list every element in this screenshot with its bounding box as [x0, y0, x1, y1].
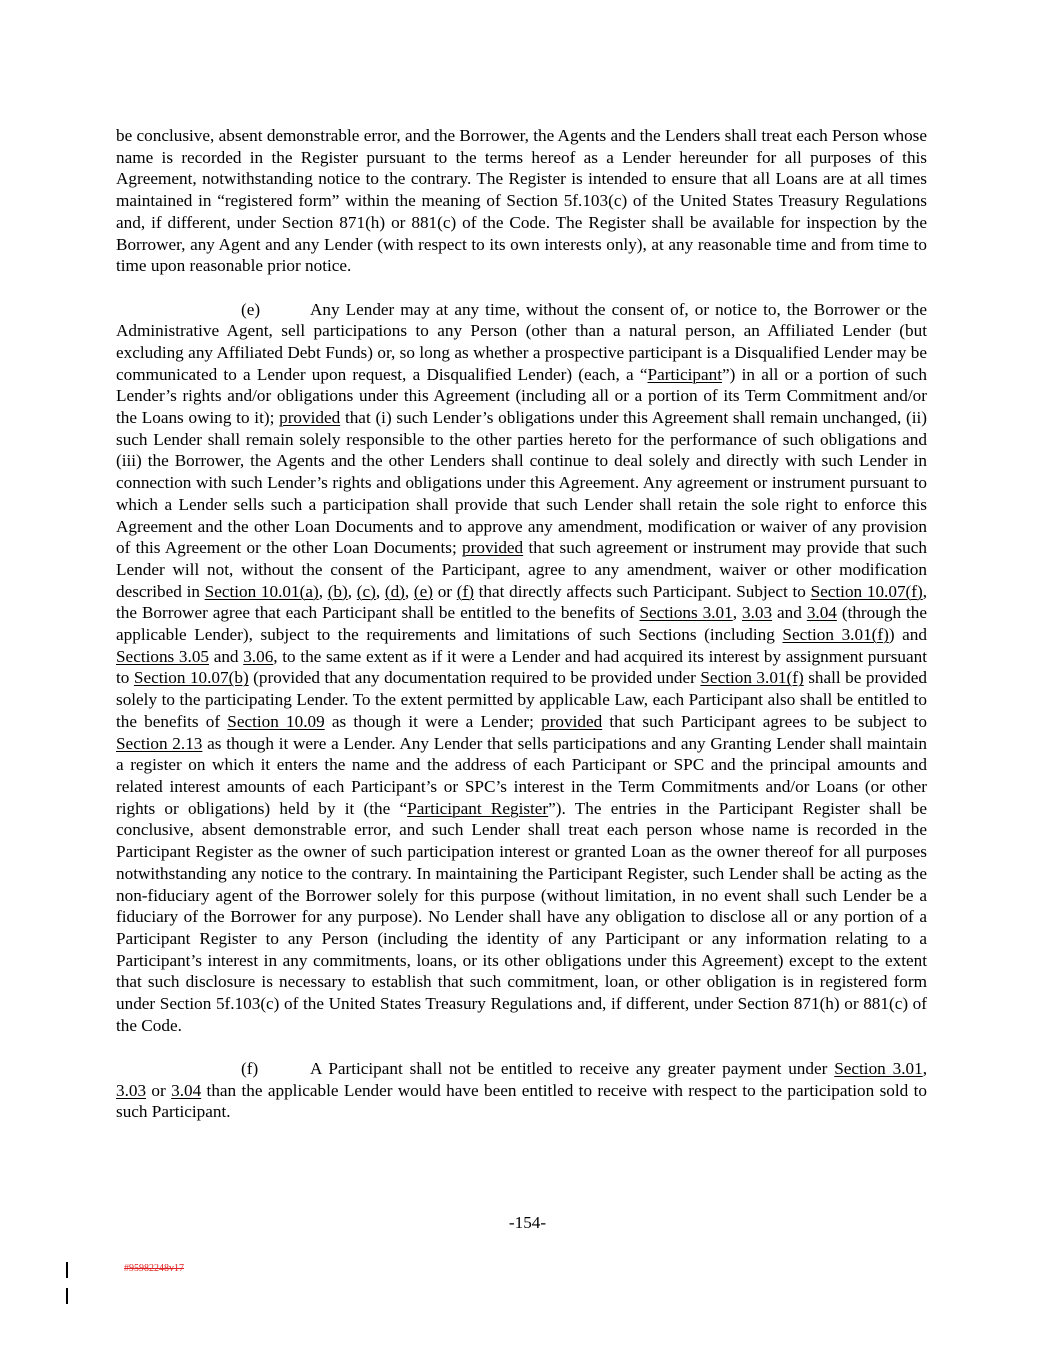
text-run: ,: [922, 1059, 927, 1079]
paragraph-label-f: (f): [241, 1059, 259, 1079]
text-run: and: [772, 603, 807, 623]
paragraph-register-continued: [116, 125, 927, 277]
section-reference: 3.04: [806, 603, 837, 623]
section-reference: Section 3.01: [834, 1059, 923, 1079]
text-run: as though it were a Lender;: [324, 711, 542, 731]
text-run: ,: [375, 581, 385, 601]
provided-emphasis: provided: [279, 408, 341, 428]
text-run: or: [433, 581, 457, 601]
text-run: that such agreement or instrument may provide that such Lender will not, without the consent of the Participant, agree to any amendment, waiver or other modification described in: [116, 538, 927, 601]
section-reference: 3.06: [243, 646, 274, 666]
paragraph-text: be conclusive, absent demonstrable error, and the Borrower, the Agents and the Lenders shall treat each Person whose name is recorded in the Register pursuant to the terms hereof as a Lender hereunder for all purposes of this Agreement, notwithstanding notice to the contrary. The Register is intended to ensure that all Loans are at all times maintained in “registered form” within the meaning of Section 5f.103(c) of the United States Treasury Regulations and, if different, under Section 871(h) or 881(c) of the Code. The Register shall be available for inspection by the Borrower, any Agent and any Lender (with respect to its own interests only), at any reasonable time and from time to time upon reasonable prior notice.: [116, 126, 927, 276]
section-reference: Section 10.09: [227, 711, 325, 731]
text-run: as though it were a Lender. Any Lender that sells participations and any Granting Lender shall maintain a register on which it enters the name and the address of each Participant or SPC and the principal amounts and related interest amounts of each Participant’s or SPC’s interest in the Term Commitments and/or Loans (or other rights or obligations) held by it (the “: [116, 733, 927, 818]
document-id: #95982248v17: [124, 1263, 184, 1274]
text-run: ,: [732, 603, 742, 623]
document-body: [116, 125, 927, 1123]
text-run: ) and: [888, 625, 927, 645]
section-reference: Section 2.13: [116, 733, 203, 753]
text-run: ”) in all or a portion of such Lender’s rights and/or obligations under this Agreement (including all or a portion of its Term Commitment and/or the Loans owing to it);: [116, 364, 927, 428]
text-run: ,: [347, 581, 357, 601]
text-run: that directly affects such Participant. Subject to: [473, 581, 811, 601]
provided-emphasis: provided: [462, 538, 524, 558]
defined-term-participant: Participant: [647, 364, 722, 384]
section-reference: (d): [384, 581, 405, 601]
text-run: than the applicable Lender would have been entitled to receive with respect to the participation sold to such Participant.: [116, 1080, 927, 1122]
text-run: (through the applicable Lender), subject to the requirements and limitations of such Sections (including: [116, 603, 927, 645]
text-run: A Participant shall not be entitled to receive any greater payment under: [310, 1059, 835, 1079]
section-reference: 3.03: [116, 1080, 147, 1100]
section-reference: 3.04: [171, 1080, 202, 1100]
section-reference: (e): [413, 581, 433, 601]
section-reference: Section 3.01(f): [782, 625, 889, 645]
text-run: , the Borrower agree that each Participant shall be entitled to the benefits of: [116, 581, 928, 623]
section-reference: Sections 3.05: [116, 646, 210, 666]
provided-emphasis: provided: [541, 711, 603, 731]
text-run: ”). The entries in the Participant Register shall be conclusive, absent demonstrable error, and such Lender shall treat each person whose name is recorded in the Participant Register as the owner of such participation interest or granted Loan as the owner thereof for all purposes notwithstanding any notice to the contrary. In maintaining the Participant Register, such Lender shall be acting as the non-fiduciary agent of the Borrower solely for this purpose (without limitation, in no event shall such Lender be a fiduciary of the Borrower for any purpose). No Lender shall have any obligation to disclose all or any portion of a Participant Register to any Person (including the identity of any Participant or any information relating to a Participant’s interest in any commitments, loans, or its other obligations under this Agreement) except to the extent that such disclosure is necessary to establish that such commitment, loan, or other obligation is in registered form under Section 5f.103(c) of the United States Treasury Regulations and, if different, under Section 871(h) or 881(c) of the Code.: [116, 798, 927, 1035]
text-run: ,: [404, 581, 414, 601]
section-reference: (c): [356, 581, 376, 601]
section-reference: (b): [327, 581, 348, 601]
text-run: (provided that any documentation required to be provided under: [248, 668, 701, 688]
text-run: shall be provided solely to the participating Lender. To the extent permitted by applicable Law, each Participant also shall be entitled to the benefits of: [116, 668, 927, 731]
text-run: and: [209, 646, 244, 666]
text-run: or: [146, 1080, 172, 1100]
revision-bar: [66, 1288, 68, 1304]
text-run: that such Participant agrees to be subject to: [602, 711, 927, 731]
paragraph-f-greater-payment: [116, 1058, 927, 1123]
section-reference: Section 10.01(a): [204, 581, 319, 601]
text-run: Any Lender may at any time, without the consent of, or notice to, the Borrower or the Administrative Agent, sell participations to any Person (other than a natural person, an Affiliated Lender (but excluding any Affiliated Debt Funds) or, so long as whether a prospective participant is a Disqualified Lender may be communicated to a Lender upon request, a Disqualified Lender) (each, a “: [116, 299, 927, 384]
revision-bar: [66, 1262, 68, 1278]
section-reference: Section 3.01(f): [700, 668, 804, 688]
text-run: ,: [318, 581, 328, 601]
defined-term-participant-register: Participant Register: [407, 798, 549, 818]
page-number: -154-: [508, 1213, 547, 1232]
section-reference: Section 10.07(f): [810, 581, 923, 601]
section-reference: (f): [456, 581, 474, 601]
paragraph-e-participations: [116, 299, 927, 1037]
paragraph-label-e: (e): [241, 299, 261, 319]
text-run: that (i) such Lender’s obligations under this Agreement shall remain unchanged, (ii) such Lender shall remain solely responsible to the other parties hereto for the performance of such obligations and (iii) the Borrower, the Agents and the other Lenders shall continue to deal solely and directly with such Lender in connection with such Lender’s rights and obligations under this Agreement. Any agreement or instrument pursuant to which a Lender sells such a participation shall provide that such Lender shall retain the sole right to enforce this Agreement and the other Loan Documents and to approve any amendment, modification or waiver of any provision of this Agreement or the other Loan Documents;: [116, 408, 928, 558]
section-reference: Sections 3.01: [639, 603, 733, 623]
section-reference: 3.03: [742, 603, 773, 623]
text-run: , to the same extent as if it were a Lender and had acquired its interest by assignment pursuant to: [116, 646, 927, 688]
section-reference: Section 10.07(b): [133, 668, 249, 688]
